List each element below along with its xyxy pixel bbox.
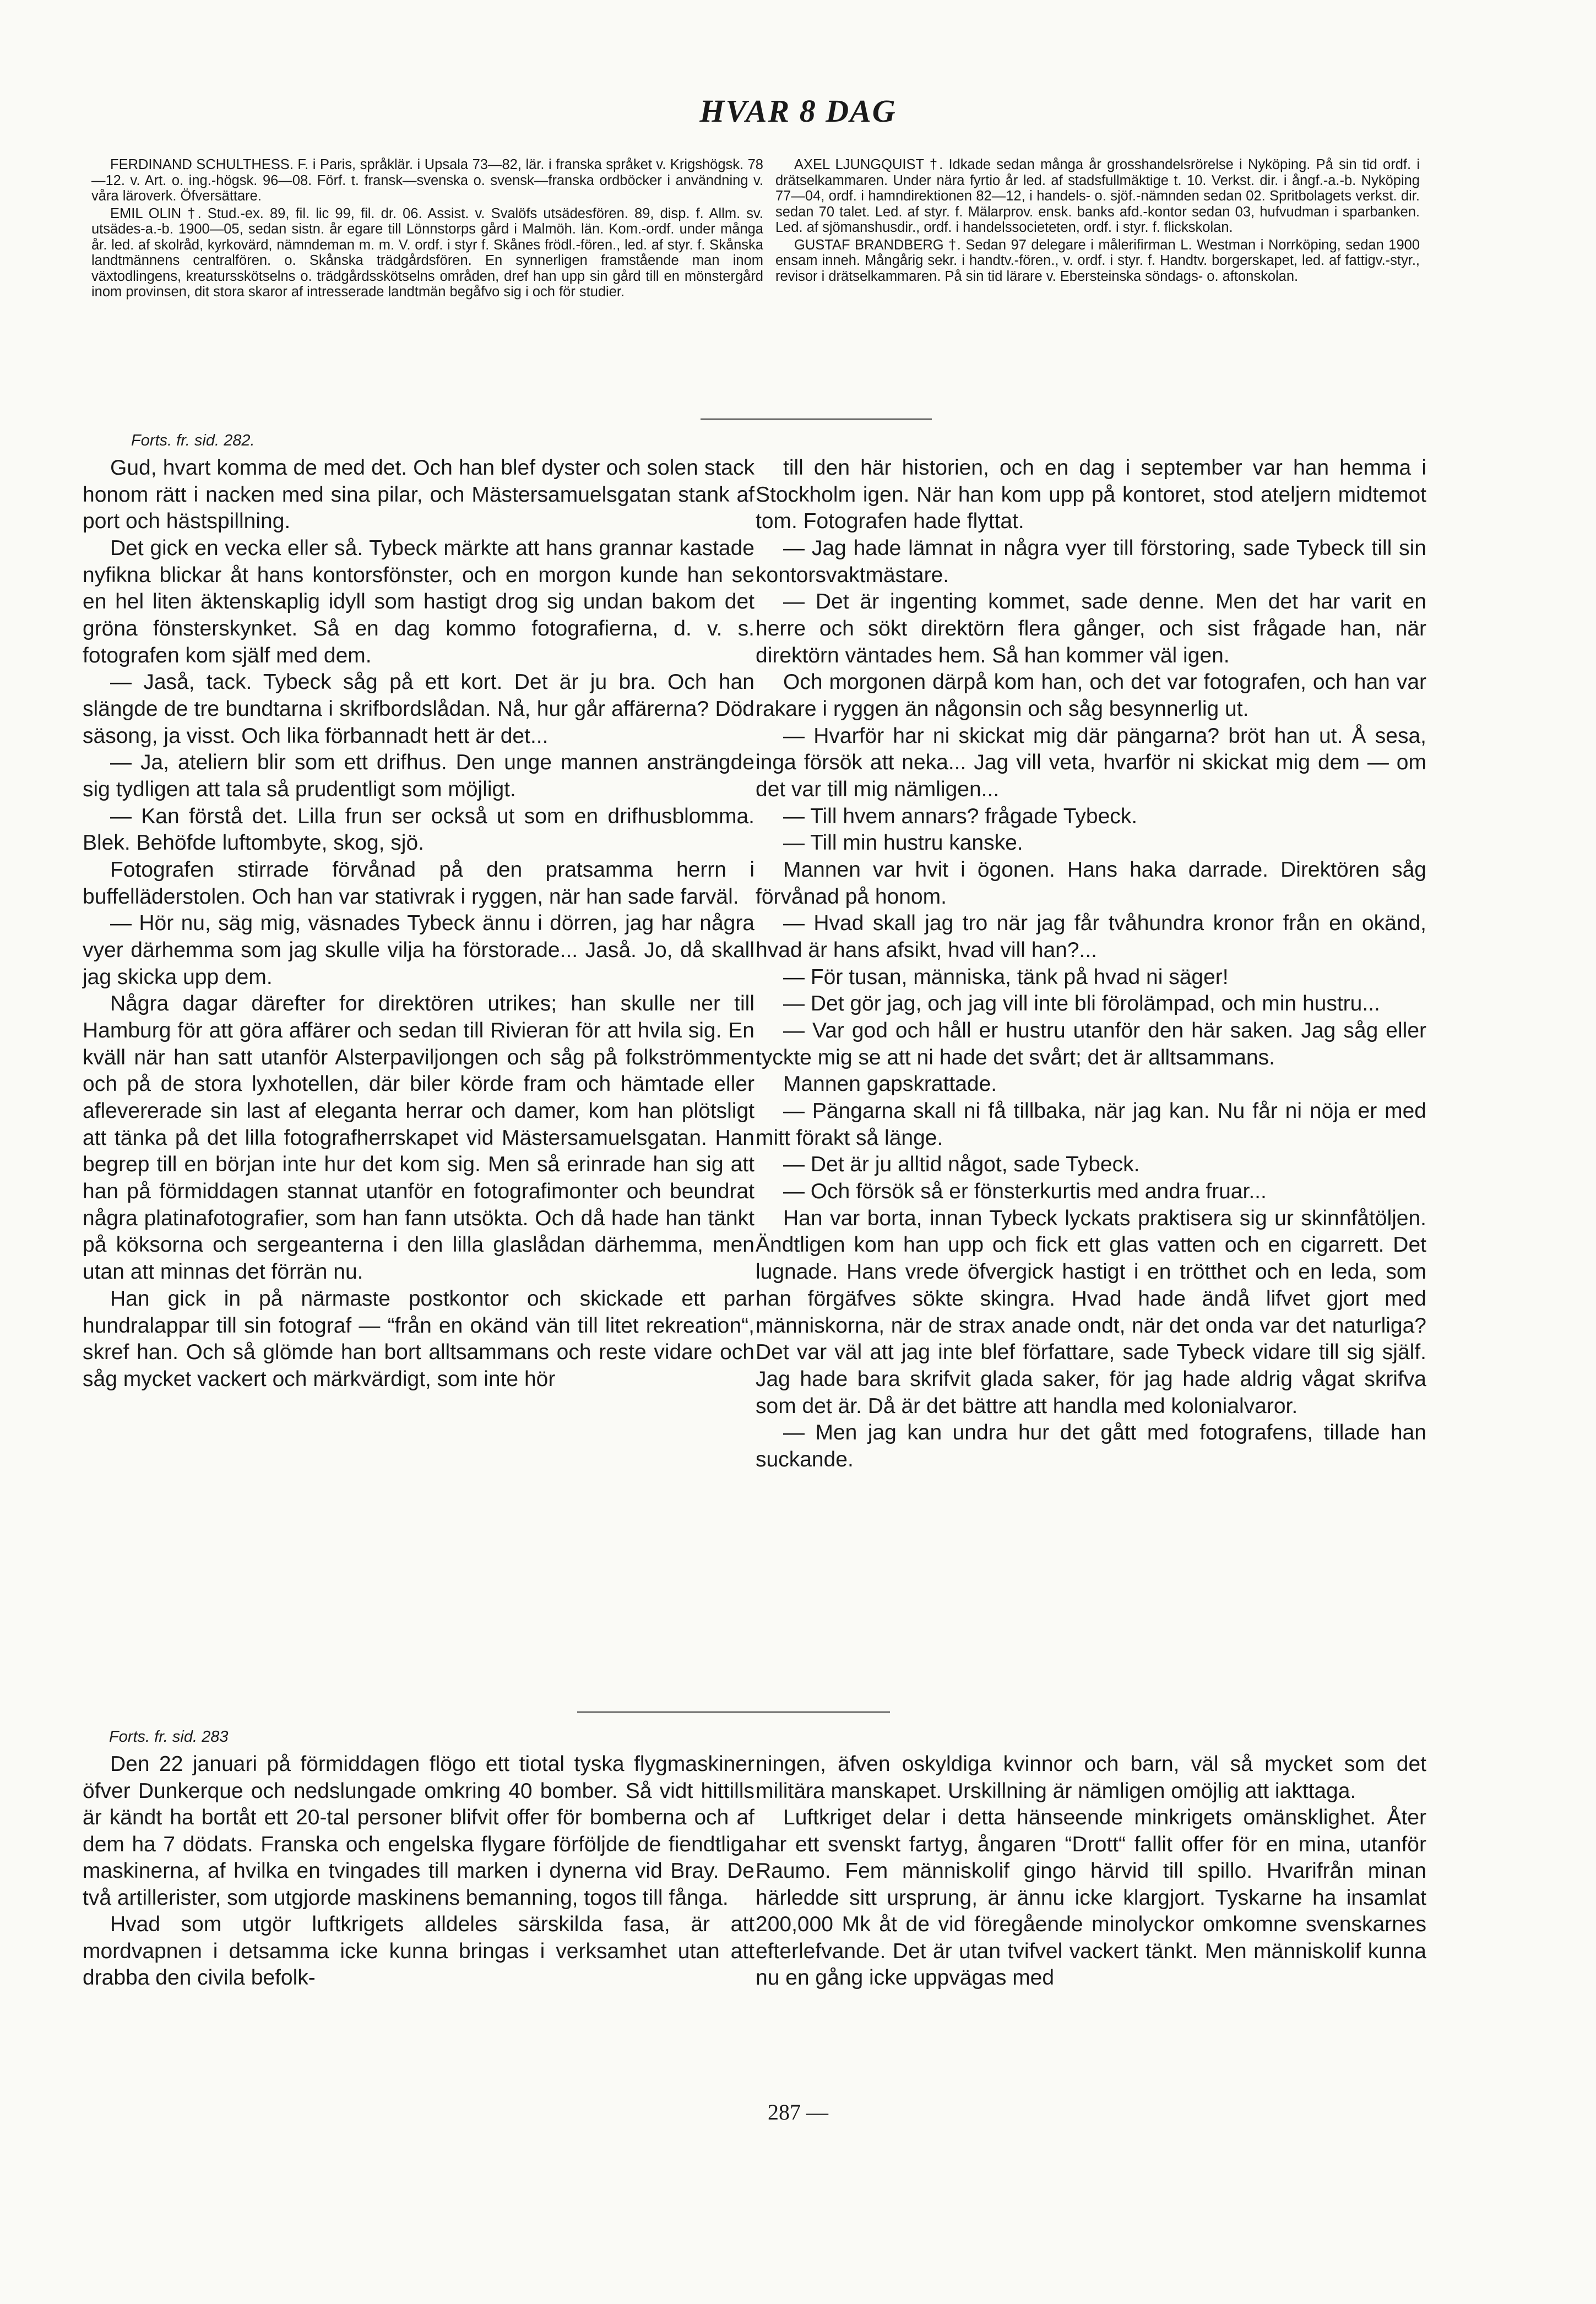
war-paragraph: Luftkriget delar i detta hänseende minkrigets omänsklighet. Åter har ett svenskt fartyg, ångaren “Drott“ fallit offer för en mina, utanför Raumo. Fem människolif gingo härvid till spillo. Hvarifrån minan härledde sitt ursprung, är ännu icke klargjort. Tyskarne ha insamlat 200,000 Mk åt de vid föregående minolyckor omkomne svenskarnes efterlefvande. Det är utan tvifvel vackert tänkt. Men människolif kunna nu en gång icke uppvägas med (756, 1806, 1426, 1990)
story-continuation-label: Forts. fr. sid. 282. (131, 432, 255, 449)
story-column-right (756, 455, 1426, 1474)
story-paragraph: — Jag hade lämnat in några vyer till förstoring, sade Tybeck till sin kontorsvaktmästare. (756, 536, 1426, 587)
obituaries-right (775, 157, 1420, 286)
war-column-right (756, 1751, 1426, 1992)
masthead: HVAR 8 DAG (699, 93, 897, 129)
divider-rule (577, 1711, 890, 1713)
story-paragraph: — Till hvem annars? frågade Tybeck. (783, 804, 1138, 828)
story-paragraph: — Det gör jag, och jag vill inte bli förolämpad, och min hustru... (783, 992, 1380, 1016)
story-paragraph: — Det är ingenting kommet, sade denne. Men det har varit en herre och sökt direktörn flera gånger, och sist frågade han, när direktörn väntades hem. Så han kommer väl igen. (756, 590, 1426, 667)
war-paragraph: ningen, äfven oskyldiga kvinnor och barn, väl så mycket som det militära manskapet. Urskillning är nämligen omöjlig att iakttaga. (756, 1752, 1426, 1803)
story-paragraph: — Var god och håll er hustru utanför den här saken. Jag såg eller tyckte mig se att ni hade det svårt; det är alltsammans. (756, 1019, 1426, 1069)
war-column-left (83, 1751, 754, 1992)
story-paragraph: — Pängarna skall ni få tillbaka, när jag kan. Nu får ni nöja er med mitt förakt så länge. (756, 1099, 1426, 1150)
story-paragraph: Han gick in på närmaste postkontor och skickade ett par hundralappar till sin fotograf — “från en okänd vän till litet rekreation“, skref han. Och så glömde han bort alltsammans och reste vidare och såg mycket vackert och märkvärdigt, som inte hör (83, 1286, 754, 1391)
story-paragraph: — Hvarför har ni skickat mig där pängarna? bröt han ut. Å sesa, inga försök att neka... Jag vill veta, hvarför ni skickat mig dem — om det var till mig nämligen... (756, 724, 1426, 802)
story-paragraph: till den här historien, och en dag i september var han hemma i Stockholm igen. När han kom upp på kontoret, stod ateljern midtemot tom. Fotografen hade flyttat. (756, 456, 1426, 534)
obituary-entry: GUSTAF BRANDBERG †. Sedan 97 delegare i målerifirman L. Westman i Norrköping, sedan 1900 ensam inneh. Mångårig sekr. i handtv.-fören., v. ordf. i styr. f. Handtv. borgerskapet, led. af fattigv.-styr., revisor i drätselkammaren. På sin tid lärare v. Ebersteinska söndags- o. aftonskolan. (775, 237, 1420, 284)
story-paragraph: Fotografen stirrade förvånad på den pratsamma herrn i buffelläderstolen. Och han var stativrak i ryggen, när han sade farväl. (83, 858, 754, 909)
story-paragraph: Gud, hvart komma de med det. Och han blef dyster och solen stack honom rätt i nacken med sina pilar, och Mästersamuelsgatan stank af port och hästspillning. (83, 456, 754, 534)
war-paragraph: Den 22 januari på förmiddagen flögo ett tiotal tyska flygmaskiner öfver Dunkerque och nedslungade omkring 40 bomber. Så vidt hittills är kändt ha bortåt ett 20-tal personer blifvit offer för bomberna och af dem ha 7 dödats. Franska och engelska flygare förföljde de fiendtliga maskinerna, af hvilka en tvingades till marken i dynerna vid Bray. De två artillerister, som utgjorde maskinens bemanning, togos till fånga. (83, 1752, 754, 1910)
war-continuation-label: Forts. fr. sid. 283 (109, 1728, 229, 1746)
page-number: 287 — (768, 2100, 828, 2124)
war-paragraph: Hvad som utgör luftkrigets alldeles särskilda fasa, är att mordvapnen i detsamma icke kunna bringas i verksamhet utan att drabba den civila befolk- (83, 1912, 754, 1990)
story-paragraph: Och morgonen därpå kom han, och det var fotografen, och han var rakare i ryggen än någonsin och såg besynnerlig ut. (756, 670, 1426, 721)
story-paragraph: — Hvad skall jag tro när jag får tvåhundra kronor från en okänd, hvad är hans afsikt, hvad vill han?... (756, 911, 1426, 963)
obituaries-left (91, 157, 763, 302)
story-paragraph: — Men jag kan undra hur det gått med fotografens, tillade han suckande. (756, 1421, 1426, 1471)
obituary-entry: AXEL LJUNGQUIST †. Idkade sedan många år grosshandelsrörelse i Nyköping. På sin tid ordf. i drätselkammaren. Under nära fyrtio år led. af stadsfullmäktige t. 10. Verkst. dir. i ångf.-a.-b. Nyköping 77—04, ordf. i hamndirektionen 82—12, i handels- o. sjöf.-nämnden sedan 02. Spritbolagets verkst. dir. sedan 70 talet. Led. af styr. f. Mälarprov. ensk. banks afd.-kontor sedan 03, hufvudman i sparbanken. Led. af sjömanshusdir., ordf. i handelssocieteten, ordf. i styr. f. flickskolan. (775, 157, 1420, 236)
divider-rule (701, 419, 932, 420)
story-paragraph: — Till min hustru kanske. (783, 831, 1023, 855)
story-paragraph: — Hör nu, säg mig, väsnades Tybeck ännu i dörren, jag har några vyer därhemma som jag skulle vilja ha förstorade... Jaså. Jo, då skall jag skicka upp dem. (83, 911, 754, 989)
obituary-entry: FERDINAND SCHULTHESS. F. i Paris, språklär. i Upsala 73—82, lär. i franska språket v. Krigshögsk. 78—12. v. Art. o. ing.-högsk. 96—08. Förf. t. fransk—svenska o. svensk—franska ordböcker i användning v. våra läroverk. Öfversättare. (91, 157, 763, 204)
story-paragraph: — Det är ju alltid något, sade Tybeck. (783, 1153, 1140, 1177)
story-paragraph: — Kan förstå det. Lilla frun ser också ut som en drifhusblomma. Blek. Behöfde luftombyte, skog, sjö. (83, 804, 754, 855)
story-paragraph: — Ja, ateliern blir som ett drifhus. Den unge mannen ansträngde sig tydligen att tala så prudentligt som möjligt. (83, 751, 754, 802)
story-paragraph: — Och försök så er fönsterkurtis med andra fruar... (783, 1180, 1267, 1204)
story-paragraph: — För tusan, människa, tänk på hvad ni säger! (783, 965, 1229, 989)
story-column-left (83, 455, 754, 1393)
story-paragraph: Mannen var hvit i ögonen. Hans haka darrade. Direktören såg förvånad på honom. (756, 858, 1426, 909)
story-paragraph: Några dagar därefter for direktören utrikes; han skulle ner till Hamburg för att göra affärer och sedan till Rivieran för att hvila sig. En kväll när han satt utanför Alsterpaviljongen och såg på folkströmmen och på de stora lyxhotellen, där biler körde fram och hämtade eller aflevererade sin last af eleganta herrar och damer, kom han plötsligt att tänka på det lilla fotografherrskapet vid Mästersamuelsgatan. Han begrep till en början inte hur det kom sig. Men så erinrade han sig att han på förmiddagen stannat utanför en fotografimonter och beundrat några platinafotografier, som han fann utsökta. Och då hade han tänkt på köksorna och sergeanterna i den lilla glaslådan därhemma, men utan att minnas det förrän nu. (83, 992, 754, 1284)
story-paragraph: Mannen gapskrattade. (783, 1072, 997, 1096)
story-paragraph: Det gick en vecka eller så. Tybeck märkte att hans grannar kastade nyfikna blickar åt hans kontorsfönster, och en morgon kunde han se en hel liten äktenskaplig idyll som hastigt drog sig undan bakom det gröna fönsterskynket. Så en dag kommo fotografierna, d. v. s. fotografen kom själf med dem. (83, 536, 754, 667)
story-paragraph: — Jaså, tack. Tybeck såg på ett kort. Det är ju bra. Och han slängde de tre bundtarna i skrifbordslådan. Nå, hur går affärerna? Död säsong, ja visst. Och lika förbannadt hett är det... (83, 670, 754, 748)
story-paragraph: Han var borta, innan Tybeck lyckats praktisera sig ur skinnfåtöljen. Ändtligen kom han upp och fick ett glas vatten och en cigarrett. Det lugnade. Hans vrede öfvergick hastigt i en trötthet och en leda, som han förgäfves sökte skingra. Hvad hade ändå lifvet gjort med människorna, när de strax anade ondt, när det onda var det naturliga? Det var väl att jag inte blef författare, sade Tybeck vidare till sig själf. Jag hade bara skrifvit glada saker, för jag hade aldrig vågat skrifva som det är. Då är det bättre att handla med kolonialvaror. (756, 1206, 1426, 1418)
obituary-entry: EMIL OLIN †. Stud.-ex. 89, fil. lic 99, fil. dr. 06. Assist. v. Svalöfs utsädesfören. 89, disp. f. Allm. sv. utsädes-a.-b. 1900—05, sedan sistn. år egare till Lönnstorps gård i Malmöh. län. Kom.-ordf. under många år. led. af skolråd, kyrkovärd, nämndeman m. m. V. ordf. i styr f. Skånes frödl.-fören., led. af styr. f. Skånska landtmännens centralfören. o. Skånska trädgårdsfören. En synnerligen framstående man inom växtodlingens, kreatursskötselns o. trädgårdsskötselns områden, dref han upp sin gård till en mönstergård inom provinsen, dit stora skaror af intresserade landtmän begåfvo sig i och för studier. (91, 205, 763, 300)
